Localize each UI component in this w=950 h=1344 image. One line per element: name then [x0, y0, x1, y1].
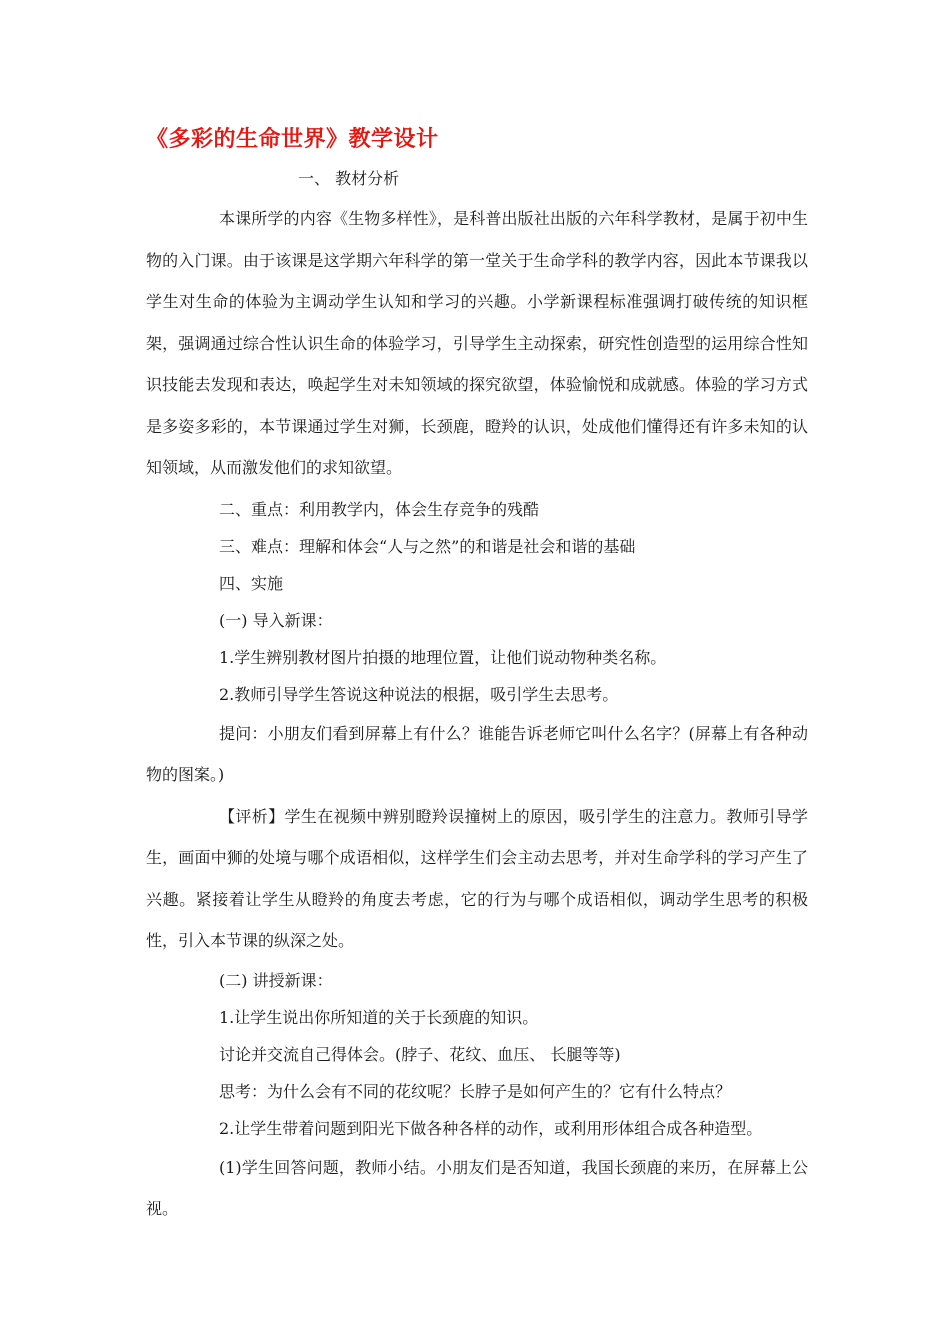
- part-teaching-heading: (二) 讲授新课：: [219, 970, 333, 990]
- teaching-thinking: 思考：为什么会有不同的花纹呢？长脖子是如何产生的？它有什么特点？: [219, 1081, 732, 1101]
- intro-item-2: 2.教师引导学生答说这种说法的根据，吸引学生去思考。: [219, 684, 619, 704]
- paragraph-textbook-analysis: 本课所学的内容《生物多样性》，是科普出版社出版的六年科学教材，是属于初中生物的入门课。由于该课是这学期六年科学的第一堂关于生命学科的教学内容，因此本节课我以学生对生命的体验为主调动学生认知和学习的兴趣。小学新课程标准强调打破传统的知识框架，强调通过综合性认识生命的体验学习，引导学生主动探索，研究性创造型的运用综合性知识技能去发现和表达，唤起学生对未知领域的探究欲望，体验愉悦和成就感。体验的学习方式是多姿多彩的，本节课通过学生对狮，长颈鹿，瞪羚的认识，处成他们懂得还有许多未知的认知领域，从而激发他们的求知欲望。: [146, 209, 808, 477]
- document-title: 《多彩的生命世界》教学设计: [146, 126, 439, 152]
- section-implementation: 四、实施: [219, 573, 284, 593]
- part-intro-heading: (一) 导入新课：: [219, 610, 333, 630]
- teaching-item-2: 2.让学生带着问题到阳光下做各种各样的动作，或利用形体组合成各种造型。: [219, 1118, 763, 1138]
- section-difficulty: 三、难点：理解和体会“人与之然”的和谐是社会和谐的基础: [219, 536, 636, 556]
- section-heading-textbook-analysis: 一、 教材分析: [298, 169, 400, 188]
- teaching-discussion: 讨论并交流自己得体会。(脖子、花纹、血压、 长腿等等): [219, 1044, 621, 1064]
- intro-question: 提问：小朋友们看到屏幕上有什么？谁能告诉老师它叫什么名字？(屏幕上有各种动物的图案。): [146, 723, 808, 784]
- intro-item-1: 1.学生辨别教材图片拍摄的地理位置，让他们说动物种类名称。: [219, 647, 667, 667]
- section-key-point: 二、重点：利用教学内，体会生存竞争的残酷: [219, 499, 540, 519]
- teaching-item-1: 1.让学生说出你所知道的关于长颈鹿的知识。: [219, 1007, 539, 1027]
- document-body: [146, 162, 808, 1230]
- teaching-sub-item-1: (1)学生回答问题，教师小结。小朋友们是否知道，我国长颈鹿的来历，在屏幕上公视。: [146, 1157, 808, 1218]
- intro-analysis: 【评析】学生在视频中辨别瞪羚误撞树上的原因，吸引学生的注意力。教师引导学生，画面中狮的处境与哪个成语相似，这样学生们会主动去思考，并对生命学科的学习产生了兴趣。紧接着让学生从瞪羚的角度去考虑，它的行为与哪个成语相似，调动学生思考的积极性，引入本节课的纵深之处。: [146, 806, 808, 950]
